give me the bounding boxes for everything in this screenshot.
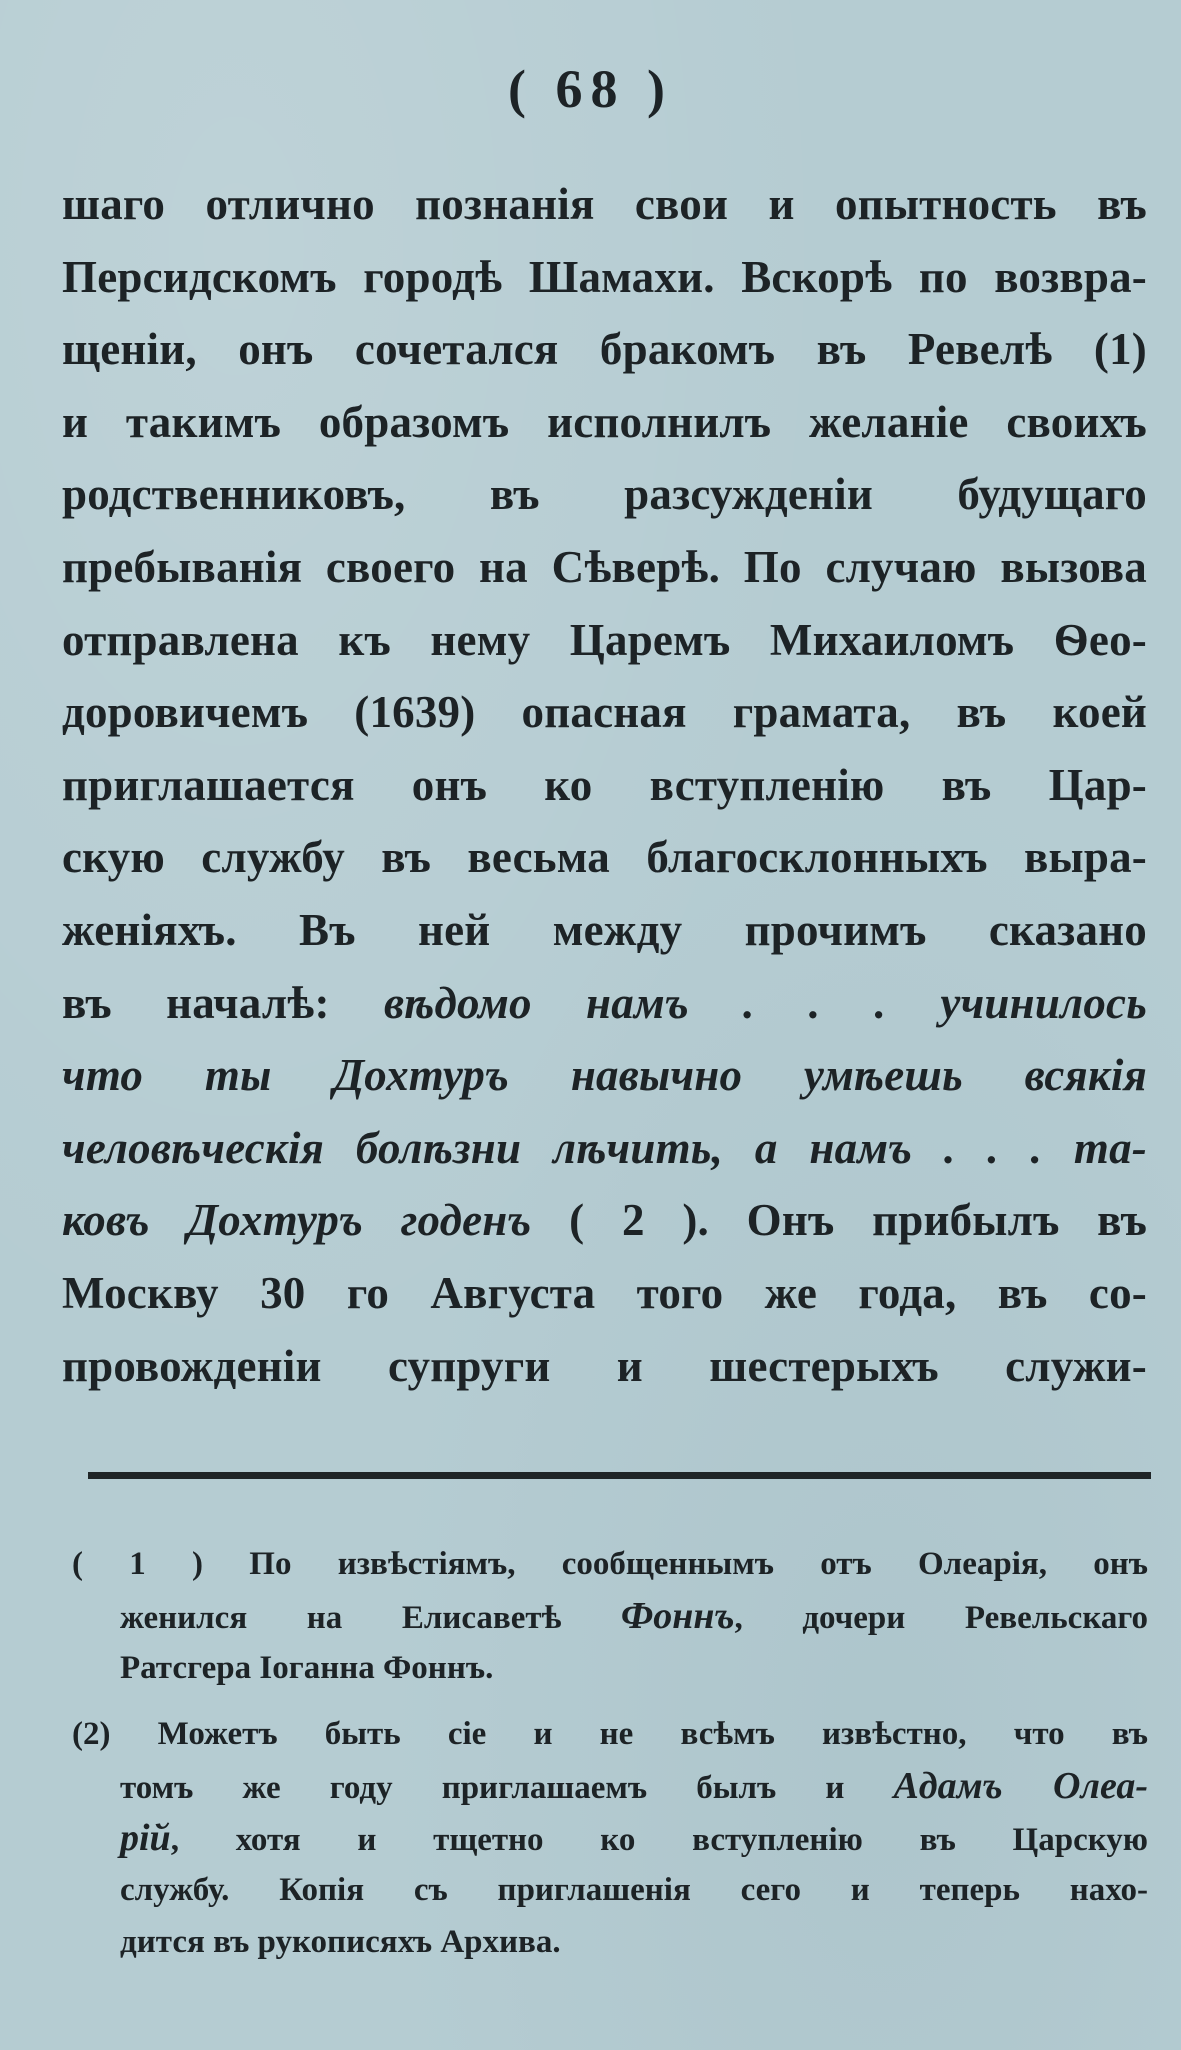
quote-line: человѣческія болѣзни лѣчить, а намъ . . . та- xyxy=(62,1122,1147,1173)
footnote-rule xyxy=(88,1472,1151,1479)
text-line: приглашается онъ ко вступленію въ Цар- xyxy=(62,759,1147,810)
footnote-line: службу. Копія съ приглашенія сего и теперь нахо- xyxy=(120,1872,1148,1908)
text-run: , дочери Ревельскаго xyxy=(734,1600,1148,1636)
footnotes xyxy=(72,1538,1148,1982)
text-line: скую службу въ весьма благосклонныхъ выра- xyxy=(62,832,1147,883)
page-number: ( 68 ) xyxy=(508,59,673,119)
quote-text: ковъ Дохтуръ годенъ xyxy=(62,1195,532,1246)
italic-name: рій xyxy=(120,1817,171,1859)
footnote-line-mixed xyxy=(72,1812,1148,1864)
text-line: женіяхъ. Въ ней между прочимъ сказано xyxy=(62,904,1147,955)
text-line: Москву 30 го Августа того же года, въ со- xyxy=(62,1267,1147,1318)
text-line: шаго отлично познанія свои и опытность въ xyxy=(62,179,1147,229)
text-line: и такимъ образомъ исполнилъ желаніе своихъ xyxy=(62,396,1147,447)
footnote-line: (2) Можетъ быть сіе и не всѣмъ извѣстно, что въ xyxy=(72,1716,1148,1752)
text-run: женился на Елисаветѣ xyxy=(120,1600,621,1636)
quote-text: вѣдомо намъ . . . учинилось xyxy=(383,977,1147,1028)
text-run: томъ же году приглашаемъ былъ и xyxy=(120,1770,894,1806)
text-line: отправлена къ нему Царемъ Михаиломъ Ѳео- xyxy=(62,614,1147,665)
text-line: провожденіи супруги и шестерыхъ служи- xyxy=(62,1340,1147,1391)
text-line: пребыванія своего на Сѣверѣ. По случаю вызова xyxy=(62,541,1147,592)
text-run: ( 2 ). Онъ прибылъ въ xyxy=(531,1195,1147,1246)
footnote-line: дится въ рукописяхъ Архива. xyxy=(120,1924,561,1960)
text-run: въ началѣ: xyxy=(62,977,384,1028)
text-line-mixed xyxy=(62,1184,1147,1257)
footnote-line-mixed xyxy=(72,1760,1148,1812)
footnote-1 xyxy=(72,1538,1148,1694)
footnote-line: ( 1 ) По извѣстіямъ, сообщеннымъ отъ Олеарія, онъ xyxy=(72,1546,1148,1582)
italic-name: Фоннъ xyxy=(620,1595,735,1637)
footnote-line-mixed xyxy=(72,1590,1148,1642)
text-run: , хотя и тщетно ко вступленію въ Царскую xyxy=(170,1822,1148,1858)
italic-name: Адамъ Олеа- xyxy=(893,1765,1148,1807)
main-text xyxy=(62,168,1147,1402)
footnote-line: Ратсгера Іоганна Фоннъ. xyxy=(120,1650,494,1686)
text-line: щеніи, онъ сочетался бракомъ въ Ревелѣ (1) xyxy=(62,324,1147,375)
text-line: Персидскомъ городѣ Шамахи. Вскорѣ по возвра- xyxy=(62,251,1147,302)
footnote-2 xyxy=(72,1708,1148,1968)
text-line: родственниковъ, въ разсужденіи будущаго xyxy=(62,469,1147,520)
text-line-mixed xyxy=(62,967,1147,1040)
quote-line: что ты Дохтуръ навычно умѣешь всякія xyxy=(62,1050,1147,1101)
text-line: доровичемъ (1639) опасная грамата, въ коей xyxy=(62,687,1147,738)
